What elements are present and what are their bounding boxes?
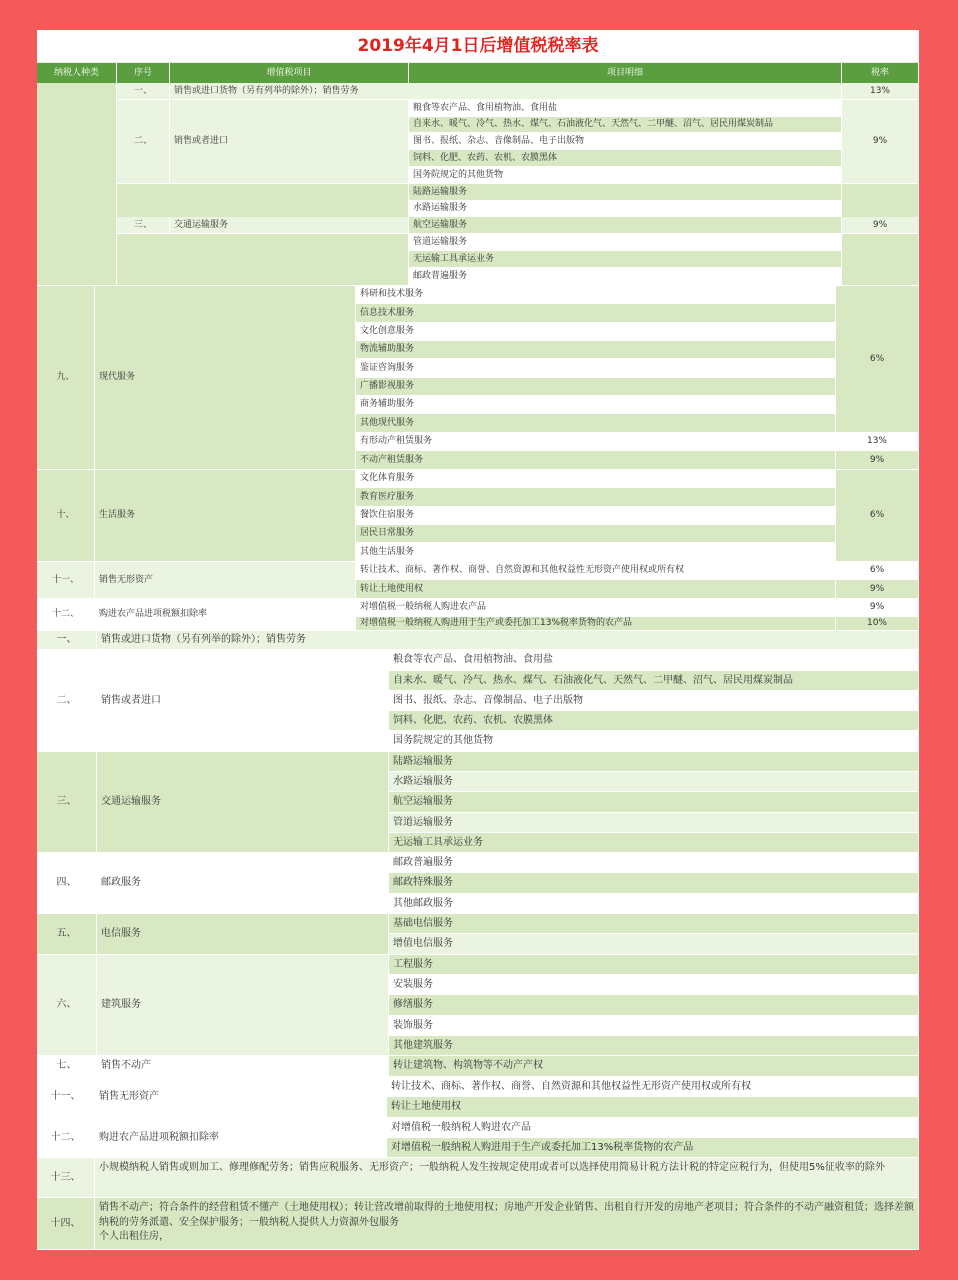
- table2-sec10-item: 教育医疗服务: [356, 488, 836, 507]
- table1-sec2-item: 国务院规定的其他货物: [409, 167, 842, 184]
- table3-r6-item: 其他建筑服务: [389, 1036, 919, 1056]
- table1-sec3-item: 管道运输服务: [409, 234, 842, 251]
- table2-sec11-label: 销售无形资产: [95, 562, 356, 599]
- table2-sec9-rate-main: 6%: [836, 286, 919, 433]
- table1-sec2-rate: 9%: [842, 100, 919, 184]
- table2-sec9-item: 信息技术服务: [356, 304, 836, 323]
- table2-sec11-rate: 9%: [836, 580, 919, 599]
- table1-sec2-item: 饲料、化肥、农药、农机、农膜黑体: [409, 150, 842, 167]
- table3-r2-item: 自来水、暖气、冷气、热水、煤气、石油液化气、天然气、二甲醚、沼气、居民用煤炭制品: [389, 671, 919, 691]
- table3-r2-label: 销售或者进口: [97, 650, 389, 752]
- table2-sec10-item: 居民日常服务: [356, 525, 836, 543]
- table2-sec10-item: 餐饮住宿服务: [356, 507, 836, 525]
- table3-r4-item: 其他邮政服务: [389, 894, 919, 914]
- table3-r11-item: 转让土地使用权: [387, 1097, 919, 1118]
- table3-r3-item: 无运输工具承运业务: [389, 833, 919, 853]
- table2-sec9-item: 不动产租赁服务: [356, 451, 836, 470]
- table3-r12-label: 购进农产品进项税额扣除率: [95, 1118, 387, 1158]
- table1-sec2-item: 图书、报纸、杂志、音像制品、电子出版物: [409, 133, 842, 150]
- page-title: 2019年4月1日后增值税税率表: [37, 30, 919, 63]
- table1-goods-label: 销售或进口货物（另有列举的除外）；销售劳务: [170, 83, 842, 100]
- table2-sec9-item: 广播影视服务: [356, 378, 836, 396]
- table1-goods-rate: 13%: [842, 83, 919, 100]
- table3-r2-item: 饲料、化肥、农药、农机、农膜黑体: [389, 711, 919, 731]
- table3-r6-item: 安装服务: [389, 975, 919, 995]
- table3-r3-label: 交通运输服务: [97, 752, 389, 853]
- table2-sec10-item: 文化体育服务: [356, 470, 836, 488]
- table1-sec3-item: 水路运输服务: [409, 201, 842, 217]
- table1-sec3-rate-block: [842, 184, 919, 286]
- table3-r4-item: 邮政普遍服务: [389, 853, 919, 873]
- table2-sec9-item: 文化创意服务: [356, 323, 836, 341]
- table3-r12-item: 对增值税一般纳税人购进用于生产或委托加工13%税率货物的农产品: [387, 1138, 919, 1158]
- table1-sec3-block: [117, 184, 409, 286]
- table3-r13-text: 小规模纳税人销售或则加工、修理修配劳务；销售应税服务、无形资产；一般纳税人发生按规定使用或者可以选择使用简易计税方法计税的特定应税行为，但使用5%征收率的除外: [95, 1158, 919, 1198]
- table3-r3-no: 三、: [37, 752, 97, 853]
- table2-sec9-item: 科研和技术服务: [356, 286, 836, 304]
- table3-r11-label: 销售无形资产: [95, 1077, 387, 1118]
- table1-sec3-no: 三、: [117, 217, 170, 234]
- table3-r2-item: 图书、报纸、杂志、音像制品、电子出版物: [389, 691, 919, 711]
- table2-sec12-label: 购进农产品进项税额扣除率: [95, 599, 356, 631]
- table3-r14-no: 十四、: [37, 1198, 95, 1250]
- table3-r1-no: 一、: [37, 631, 97, 650]
- table2-sec9-no: 九、: [37, 286, 95, 470]
- table3-r3-item: 水路运输服务: [389, 772, 919, 792]
- table3-r7-label: 销售不动产: [97, 1056, 389, 1077]
- table2-sec9-label: 现代服务: [95, 286, 356, 470]
- header-item-detail: 项目明细: [409, 63, 842, 83]
- table1-sec2-item: 自来水、暖气、冷气、热水、煤气、石油液化气、天然气、二甲醚、沼气、居民用煤炭制品: [409, 117, 842, 133]
- table3-r5-item: 增值电信服务: [389, 934, 919, 955]
- table3-r7-no: 七、: [37, 1056, 97, 1077]
- table2-sec10-rate: 6%: [836, 470, 919, 562]
- table3-r5-item: 基础电信服务: [389, 914, 919, 934]
- table3-r4-no: 四、: [37, 853, 97, 914]
- table2-sec9-item: 鉴证咨询服务: [356, 359, 836, 378]
- header-taxpayer-type: 纳税人种类: [37, 63, 117, 83]
- table3-r7-item: 转让建筑物、构筑物等不动产产权: [389, 1056, 919, 1077]
- table2-sec11-item: 转让技术、商标、著作权、商誉、自然资源和其他权益性无形资产使用权或所有权: [356, 562, 836, 580]
- table2-sec12-rate: 10%: [836, 617, 919, 631]
- table3-r5-no: 五、: [37, 914, 97, 955]
- table3-r14-extra: 个人出租住房，: [99, 1231, 169, 1242]
- table1-goods-no: 一、: [117, 83, 170, 100]
- table1-sec2-label: 销售或者进口: [170, 100, 409, 184]
- tax-rate-sheet: [37, 30, 919, 1250]
- table1-sec2-no: 二、: [117, 100, 170, 184]
- header-tax-item: 增值税项目: [170, 63, 409, 83]
- table1-sec3-label: 交通运输服务: [170, 217, 409, 234]
- table2-sec9-item: 物流辅助服务: [356, 341, 836, 359]
- table3-r4-label: 邮政服务: [97, 853, 389, 914]
- table3-r11-item: 转让技术、商标、著作权、商誉、自然资源和其他权益性无形资产使用权或所有权: [387, 1077, 919, 1097]
- table3-r4-item: 邮政特殊服务: [389, 873, 919, 894]
- header-serial-no: 序号: [117, 63, 170, 83]
- table2-sec10-no: 十、: [37, 470, 95, 562]
- table1-sec2-item: 粮食等农产品、食用植物油、食用盐: [409, 100, 842, 117]
- table2-sec9-item: 有形动产租赁服务: [356, 433, 836, 451]
- table3-r12-no: 十二、: [37, 1118, 95, 1158]
- table3-r14-cell: [95, 1198, 919, 1250]
- table2-sec10-label: 生活服务: [95, 470, 356, 562]
- table1-sec3-item: 无运输工具承运业务: [409, 251, 842, 268]
- table2-sec10-item: 其他生活服务: [356, 543, 836, 562]
- table3-r13-no: 十三、: [37, 1158, 95, 1198]
- table3-r11-no: 十一、: [37, 1077, 95, 1118]
- table3-r3-item: 管道运输服务: [389, 813, 919, 833]
- table3-r3-item: 航空运输服务: [389, 792, 919, 813]
- table1-sec3-item: 邮政普遍服务: [409, 268, 842, 286]
- table3-r6-item: 装饰服务: [389, 1016, 919, 1036]
- table2-sec9-rate-realty: 9%: [836, 451, 919, 470]
- table3-r3-item: 陆路运输服务: [389, 752, 919, 772]
- table3-r14-text: 销售不动产；符合条件的经营租赁不懂产（土地使用权）；转让营改增前取得的土地使用权；房地产开发企业销售、出租自行开发的房地产老项目；符合条件的不动产融资租赁；选择差额纳税的劳务派遣、安全保护服务；一般纳税人提供人力资源外包服务: [99, 1202, 914, 1228]
- table3-r2-no: 二、: [37, 650, 97, 752]
- table2-sec12-item: 对增值税一般纳税人购进农产品: [356, 599, 836, 617]
- table2-sec9-rate-lease: 13%: [836, 433, 919, 451]
- table2-sec12-no: 十二、: [37, 599, 95, 631]
- table3-r6-no: 六、: [37, 955, 97, 1056]
- table2-sec12-item: 对增值税一般纳税人购进用于生产或委托加工13%税率货物的农产品: [356, 617, 836, 631]
- table1-sec3-item: 航空运输服务: [409, 217, 842, 234]
- table3-r6-item: 工程服务: [389, 955, 919, 975]
- header-tax-rate: 税率: [842, 63, 919, 83]
- table2-sec12-rate: 9%: [836, 599, 919, 617]
- table3-r5-label: 电信服务: [97, 914, 389, 955]
- table3-r1-label: 销售或进口货物（另有列举的除外）；销售劳务: [97, 631, 919, 650]
- taxpayer-type-cell: [37, 83, 117, 286]
- table3-r2-item: 国务院规定的其他货物: [389, 731, 919, 752]
- table3-r6-item: 修缮服务: [389, 995, 919, 1016]
- table2-sec9-item: 商务辅助服务: [356, 396, 836, 414]
- table1-sec3-rate: 9%: [842, 217, 919, 234]
- table3-r12-item: 对增值税一般纳税人购进农产品: [387, 1118, 919, 1138]
- table3-r6-label: 建筑服务: [97, 955, 389, 1056]
- table2-sec9-item: 其他现代服务: [356, 414, 836, 433]
- table2-sec11-no: 十一、: [37, 562, 95, 599]
- table2-sec11-item: 转让土地使用权: [356, 580, 836, 599]
- table1-sec3-item: 陆路运输服务: [409, 184, 842, 201]
- table3-r2-item: 粮食等农产品、食用植物油、食用盐: [389, 650, 919, 671]
- table2-sec11-rate: 6%: [836, 562, 919, 580]
